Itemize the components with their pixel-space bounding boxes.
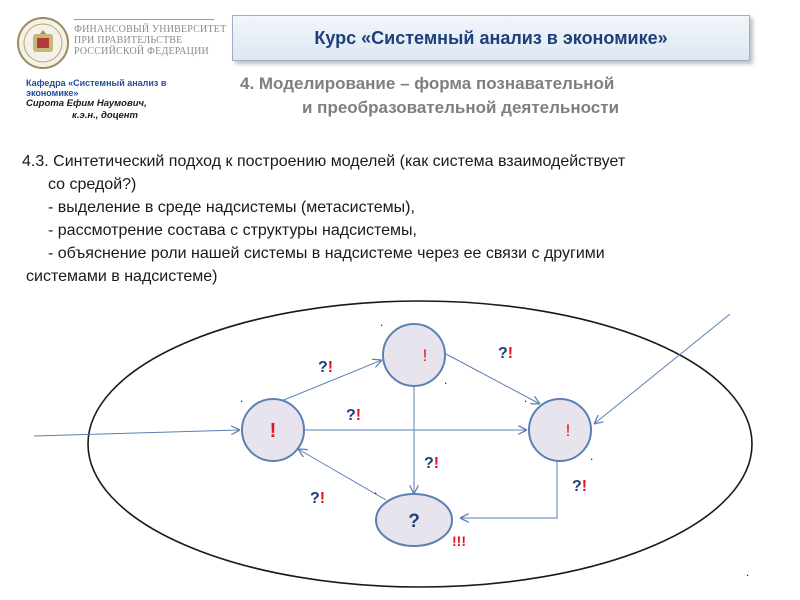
question-mark: ?: [346, 407, 356, 424]
external-input-arrow: [34, 430, 240, 436]
edge-label: [346, 407, 361, 424]
university-line: РОССИЙСКОЙ ФЕДЕРАЦИИ: [74, 46, 209, 57]
triple-exclamation: !!!: [452, 533, 466, 549]
dot: .: [374, 483, 378, 497]
content-line: со средой?): [48, 176, 137, 193]
node-right-mark: !: [565, 421, 571, 440]
author-degree: к.э.н., доцент: [72, 110, 138, 121]
university-line: ПРИ ПРАВИТЕЛЬСТВЕ: [74, 35, 183, 46]
dot: .: [524, 391, 528, 405]
edge-label: [498, 345, 513, 362]
dot: .: [444, 373, 448, 387]
edge-label: [310, 490, 325, 507]
question-mark: ?: [424, 455, 434, 472]
course-title: Курс «Системный анализ в экономике»: [314, 27, 668, 48]
exclamation-mark: !: [327, 359, 334, 376]
question-mark: ?: [498, 345, 508, 362]
section-title-line: и преобразовательной деятельности: [302, 98, 620, 117]
exclamation-mark: !: [355, 407, 362, 424]
exclamation-mark: !: [319, 490, 326, 507]
exclamation-mark: !: [581, 478, 588, 495]
content-line: системами в надсистеме): [26, 268, 218, 285]
edge-right-bottom: [460, 456, 557, 518]
edge-label: [572, 478, 587, 495]
content-line: - выделение в среде надсистемы (метасистемы),: [48, 199, 415, 216]
exclamation-mark: !: [507, 345, 514, 362]
question-mark: ?: [572, 478, 582, 495]
dot: .: [240, 391, 244, 405]
dot: .: [590, 449, 594, 463]
content-line: - объяснение роли нашей системы в надсистеме через ее связи с другими: [48, 245, 605, 262]
node-right: [529, 399, 594, 463]
node-top-mark: !: [422, 346, 428, 365]
dot: .: [380, 315, 384, 329]
author-name: Сирота Ефим Наумович,: [26, 98, 147, 109]
node-bottom-mark: ?: [408, 511, 420, 532]
node-top: [383, 324, 448, 387]
edge-label: [424, 455, 439, 472]
question-mark: ?: [310, 490, 320, 507]
question-mark: ?: [318, 359, 328, 376]
edge-label: [318, 359, 333, 376]
node-left-mark: !: [269, 420, 277, 442]
department-label: Кафедра «Системный анализ в экономике»: [26, 78, 167, 98]
content-line: - рассмотрение состава с структуры надсистемы,: [48, 222, 417, 239]
exclamation-mark: !: [433, 455, 440, 472]
content-line: 4.3. Синтетический подход к построению моделей (как система взаимодействует: [22, 153, 626, 170]
dot: .: [746, 565, 750, 579]
external-input-arrow: [594, 314, 730, 424]
university-line: ФИНАНСОВЫЙ УНИВЕРСИТЕТ: [74, 24, 227, 35]
section-title-line: 4. Моделирование – форма познавательной: [240, 74, 615, 93]
